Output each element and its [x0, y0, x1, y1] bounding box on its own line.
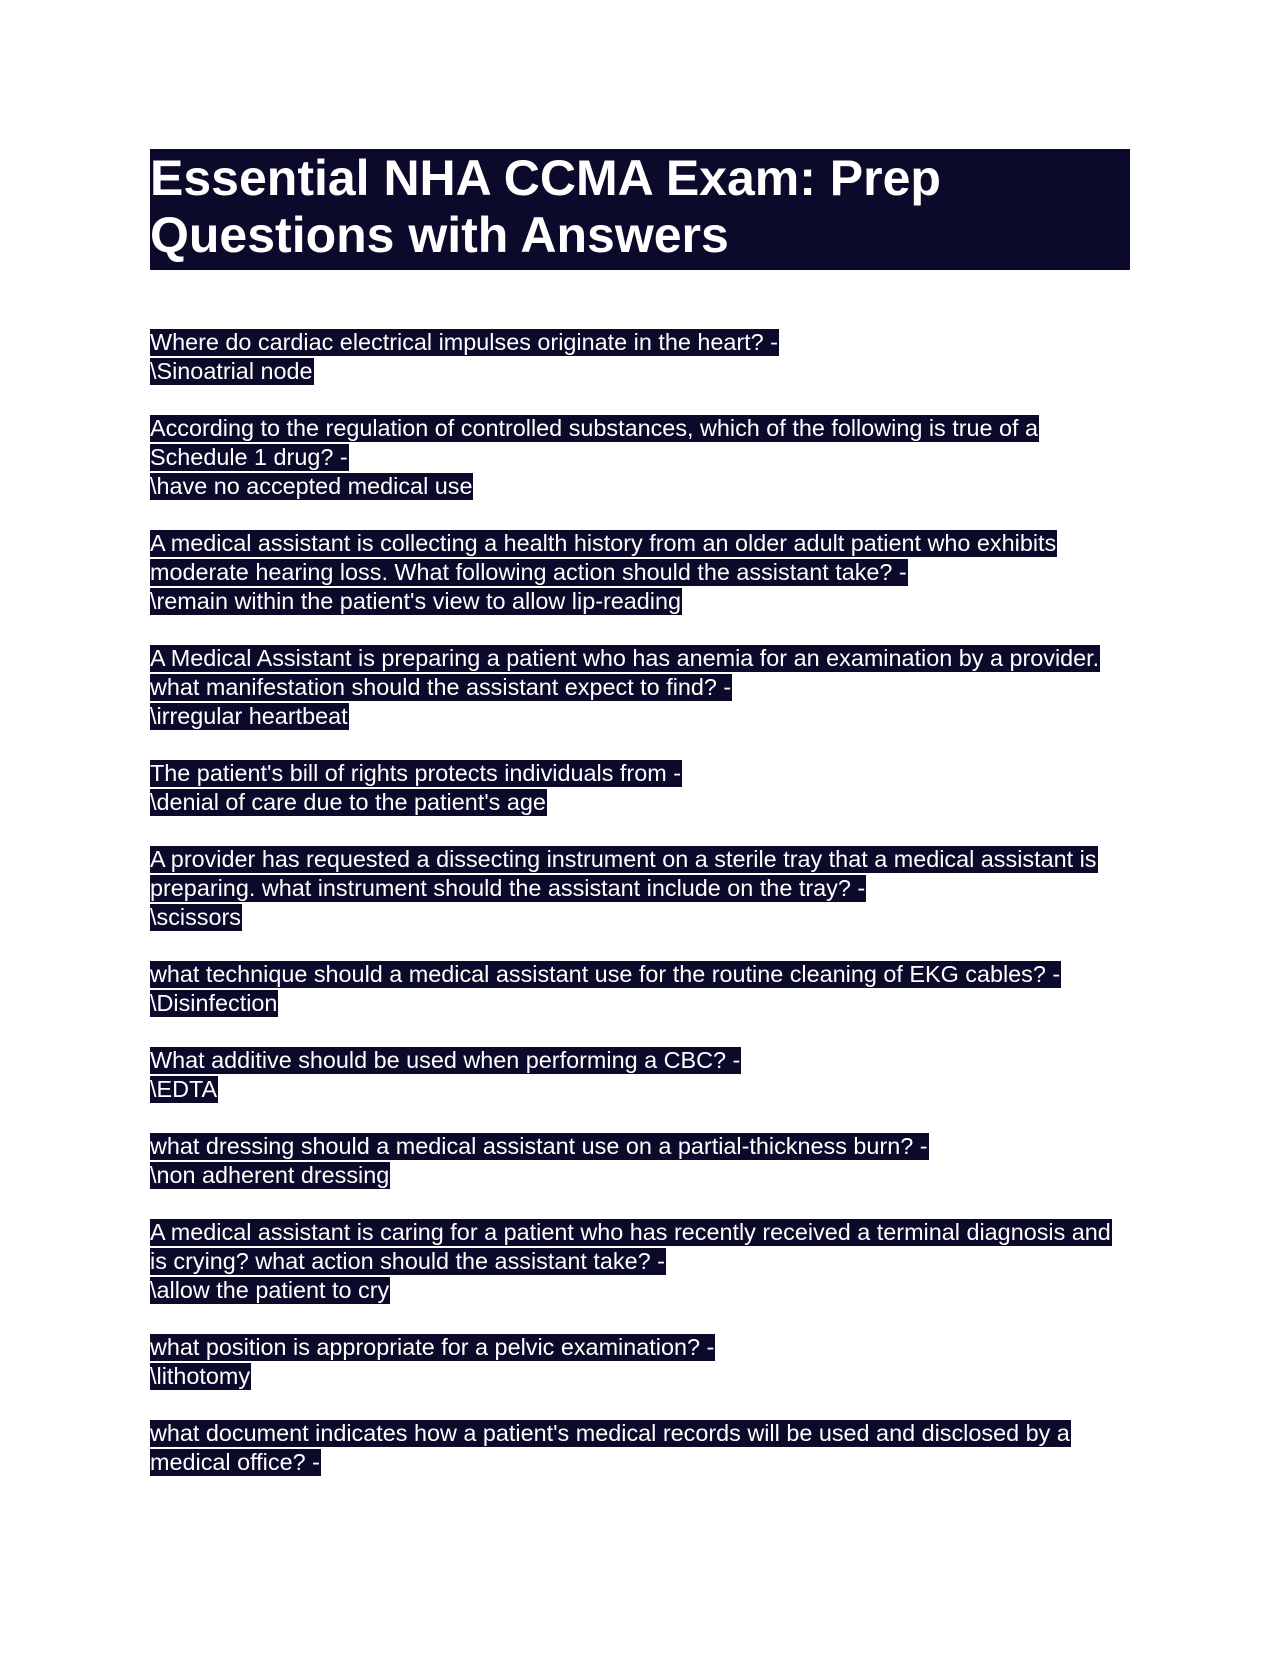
answer-text: \remain within the patient's view to allow lip-reading [150, 588, 682, 614]
answer-text: \scissors [150, 904, 241, 930]
qa-item [150, 759, 1130, 817]
answer-text: \Disinfection [150, 990, 278, 1016]
qa-item [150, 414, 1130, 501]
question-text: A medical assistant is caring for a patient who has recently received a terminal diagnosis and is crying? what action should the assistant take? - [150, 1219, 1111, 1274]
answer-text: \denial of care due to the patient's age [150, 789, 546, 815]
answer-text: \EDTA [150, 1076, 218, 1102]
answer-text: \Sinoatrial node [150, 358, 313, 384]
qa-item [150, 328, 1130, 386]
question-text: What additive should be used when performing a CBC? - [150, 1047, 741, 1073]
qa-item [150, 845, 1130, 932]
question-text: what document indicates how a patient's medical records will be used and disclosed by a medical office? - [150, 1420, 1070, 1475]
document-title: Essential NHA CCMA Exam: Prep Questions with Answers [150, 149, 1130, 270]
question-text: what dressing should a medical assistant use on a partial-thickness burn? - [150, 1133, 928, 1159]
qa-item [150, 1419, 1130, 1477]
answer-text: \irregular heartbeat [150, 703, 348, 729]
answer-text: \non adherent dressing [150, 1162, 390, 1188]
question-text: The patient's bill of rights protects individuals from - [150, 760, 681, 786]
qa-item [150, 529, 1130, 616]
question-text: what position is appropriate for a pelvic examination? - [150, 1334, 715, 1360]
answer-text: \lithotomy [150, 1363, 251, 1389]
question-text: A provider has requested a dissecting instrument on a sterile tray that a medical assistant is preparing. what instrument should the assistant include on the tray? - [150, 846, 1097, 901]
qa-item [150, 1046, 1130, 1104]
document-page [150, 149, 1130, 1505]
qa-item [150, 1132, 1130, 1190]
qa-item [150, 1333, 1130, 1391]
question-text: Where do cardiac electrical impulses originate in the heart? - [150, 329, 778, 355]
qa-item [150, 960, 1130, 1018]
qa-item [150, 1218, 1130, 1305]
question-text: A medical assistant is collecting a health history from an older adult patient who exhibits moderate hearing loss. What following action should the assistant take? - [150, 530, 1057, 585]
question-text: what technique should a medical assistant use for the routine cleaning of EKG cables? - [150, 961, 1061, 987]
answer-text: \have no accepted medical use [150, 473, 473, 499]
question-text: According to the regulation of controlled substances, which of the following is true of a Schedule 1 drug? - [150, 415, 1039, 470]
qa-item [150, 644, 1130, 731]
question-text: A Medical Assistant is preparing a patient who has anemia for an examination by a provider. what manifestation should the assistant expect to find? - [150, 645, 1100, 700]
qa-list [150, 328, 1130, 1477]
answer-text: \allow the patient to cry [150, 1277, 390, 1303]
